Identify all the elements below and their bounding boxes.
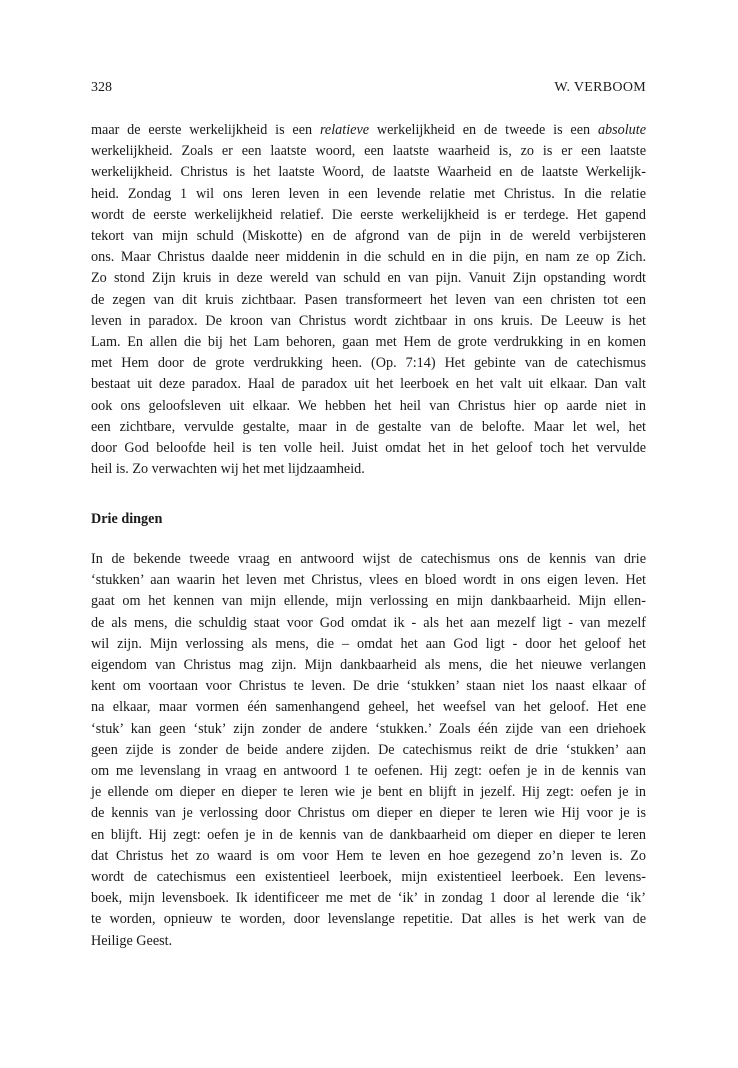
paragraph-line: door God beloofde heil is ten volle heil. Juist omdat het in het geloof toch het vervulde (91, 440, 646, 457)
paragraph-line: de als mens, die schuldig staat voor God omdat ik - als het aan mezelf ligt - van mezelf (91, 614, 646, 631)
paragraph-line: tekort van mijn schuld (Miskotte) en de afgrond van de pijn in de wereld verbijsteren (91, 228, 646, 245)
text-run: maar de eerste werkelijkheid is een (91, 122, 320, 138)
section-heading: Drie dingen (91, 511, 163, 527)
paragraph-line: en blijft. Hij zegt: oefen je in de kennis van de dankbaarheid om dieper en dieper te leren (91, 826, 646, 843)
paragraph-line: boek, mijn levensboek. Ik identificeer me met de ‘ik’ in zondag 1 door al lerende die ‘ik’ (91, 890, 646, 907)
paragraph-line: werkelijkheid. Zoals er een laatste woord, een laatste waarheid is, zo is er een laatste (91, 143, 646, 160)
paragraph-line: gaat om het kennen van mijn ellende, mijn verlossing en mijn dankbaarheid. Mijn ellen- (91, 593, 646, 610)
paragraph-line: met Hem door de grote verdrukking heen. (Op. 7:14) Het gebinte van de catechismus (91, 355, 646, 372)
paragraph-line: ‘stuk’ kan geen ‘stuk’ zijn zonder de andere ‘stukken.’ Zoals één zijde van een driehoek (91, 720, 646, 737)
paragraph-line: te worden, opnieuw te worden, door levenslange repetitie. Dat alles is het werk van de (91, 911, 646, 928)
emphasis-relatieve: relatieve (319, 122, 370, 138)
paragraph-line: Zo stond Zijn kruis in deze wereld van schuld en van pijn. Vanuit Zijn opstanding wordt (91, 270, 646, 287)
paragraph-line: dat Christus het zo waard is om voor Hem te leven en hoe gezegend zo’n leven is. Zo (91, 847, 646, 864)
paragraph-line: om me levenslang in vraag en antwoord 1 te oefenen. Hij zegt: oefen je in de kennis van (91, 763, 646, 780)
paragraph-line: In de bekende tweede vraag en antwoord wijst de catechismus ons de kennis van drie (91, 551, 646, 567)
paragraph-line: na elkaar, maar vormen één samenhangend geheel, het weefsel van het geloof. Het ene (91, 699, 646, 716)
paragraph-line: kent om voortaan voor Christus te leven. De drie ‘stukken’ staan niet los naast elkaar of (91, 678, 646, 695)
paragraph-line: ook ons geloofsleven uit elkaar. We hebben het heil van Christus hier op aarde niet in (91, 397, 646, 414)
paragraph-line (91, 120, 646, 141)
paragraph-line: heid. Zondag 1 wil ons leren leven in een levende relatie met Christus. In die relatie (91, 185, 646, 202)
paragraph-line: de kennis van je verlossing door Christus om dieper en dieper te leren wie Hij voor je is (91, 805, 646, 822)
paragraph-line: werkelijkheid. Christus is het laatste Woord, de laatste Waarheid en de laatste Werkelijk- (91, 164, 646, 181)
paragraph-line: wordt de catechismus een existentieel leerboek, mijn existentieel leerboek. Een levens- (91, 869, 646, 886)
emphasis-absolute: absolute (597, 122, 647, 138)
paragraph-line: Heilige Geest. (91, 932, 173, 949)
paragraph-line: leven in paradox. De kroon van Christus wordt zichtbaar in ons kruis. De Leeuw is het (91, 312, 646, 329)
running-head: W. VERBOOM (554, 80, 646, 95)
paragraph-line: wil zijn. Mijn verlossing als mens, die – omdat het aan God ligt - door het geloof het (91, 635, 646, 652)
body-paragraph-2 (91, 549, 646, 952)
page-number: 328 (91, 80, 112, 95)
document-page (91, 0, 646, 1068)
paragraph-line: de zegen van dit kruis zichtbaar. Pasen transformeert het leven van een christen tot een (91, 291, 646, 308)
paragraph-line: eigendom van Christus mag zijn. Mijn dankbaarheid als mens, die het nieuwe verlangen (91, 657, 646, 674)
page-header (91, 78, 646, 98)
paragraph-line: ons. Maar Christus daalde neer middenin in die schuld en in die pijn, en nam ze op Zich. (91, 249, 646, 266)
body-paragraph-1 (91, 120, 646, 480)
paragraph-line: heil is. Zo verwachten wij het met lijdzaamheid. (91, 461, 365, 478)
text-run: werkelijkheid en de tweede is een (369, 122, 598, 138)
paragraph-line: Lam. En allen die bij het Lam behoren, gaan met Hem de grote verdrukking in en komen (91, 334, 646, 351)
paragraph-line: een zichtbare, vervulde gestalte, maar in de gestalte van de belofte. Maar let wel, het (91, 418, 646, 435)
paragraph-line: je ellende om dieper en dieper te leren wie je bent en blijft in jezelf. Hij zegt: oefen je in (91, 784, 646, 801)
paragraph-line: wordt de eerste werkelijkheid relatief. Die eerste werkelijkheid is er terdege. Het gapend (91, 206, 646, 223)
paragraph-line: bestaat uit deze paradox. Haal de paradox uit het leerboek en het valt uit elkaar. Dan valt (91, 376, 646, 393)
paragraph-line: geen zijde is zonder de beide andere zijden. De catechismus reikt de drie ‘stukken’ aan (91, 741, 646, 758)
paragraph-line: ‘stukken’ aan waarin het leven met Christus, vlees en bloed wordt in ons eigen leven. Het (91, 572, 646, 589)
